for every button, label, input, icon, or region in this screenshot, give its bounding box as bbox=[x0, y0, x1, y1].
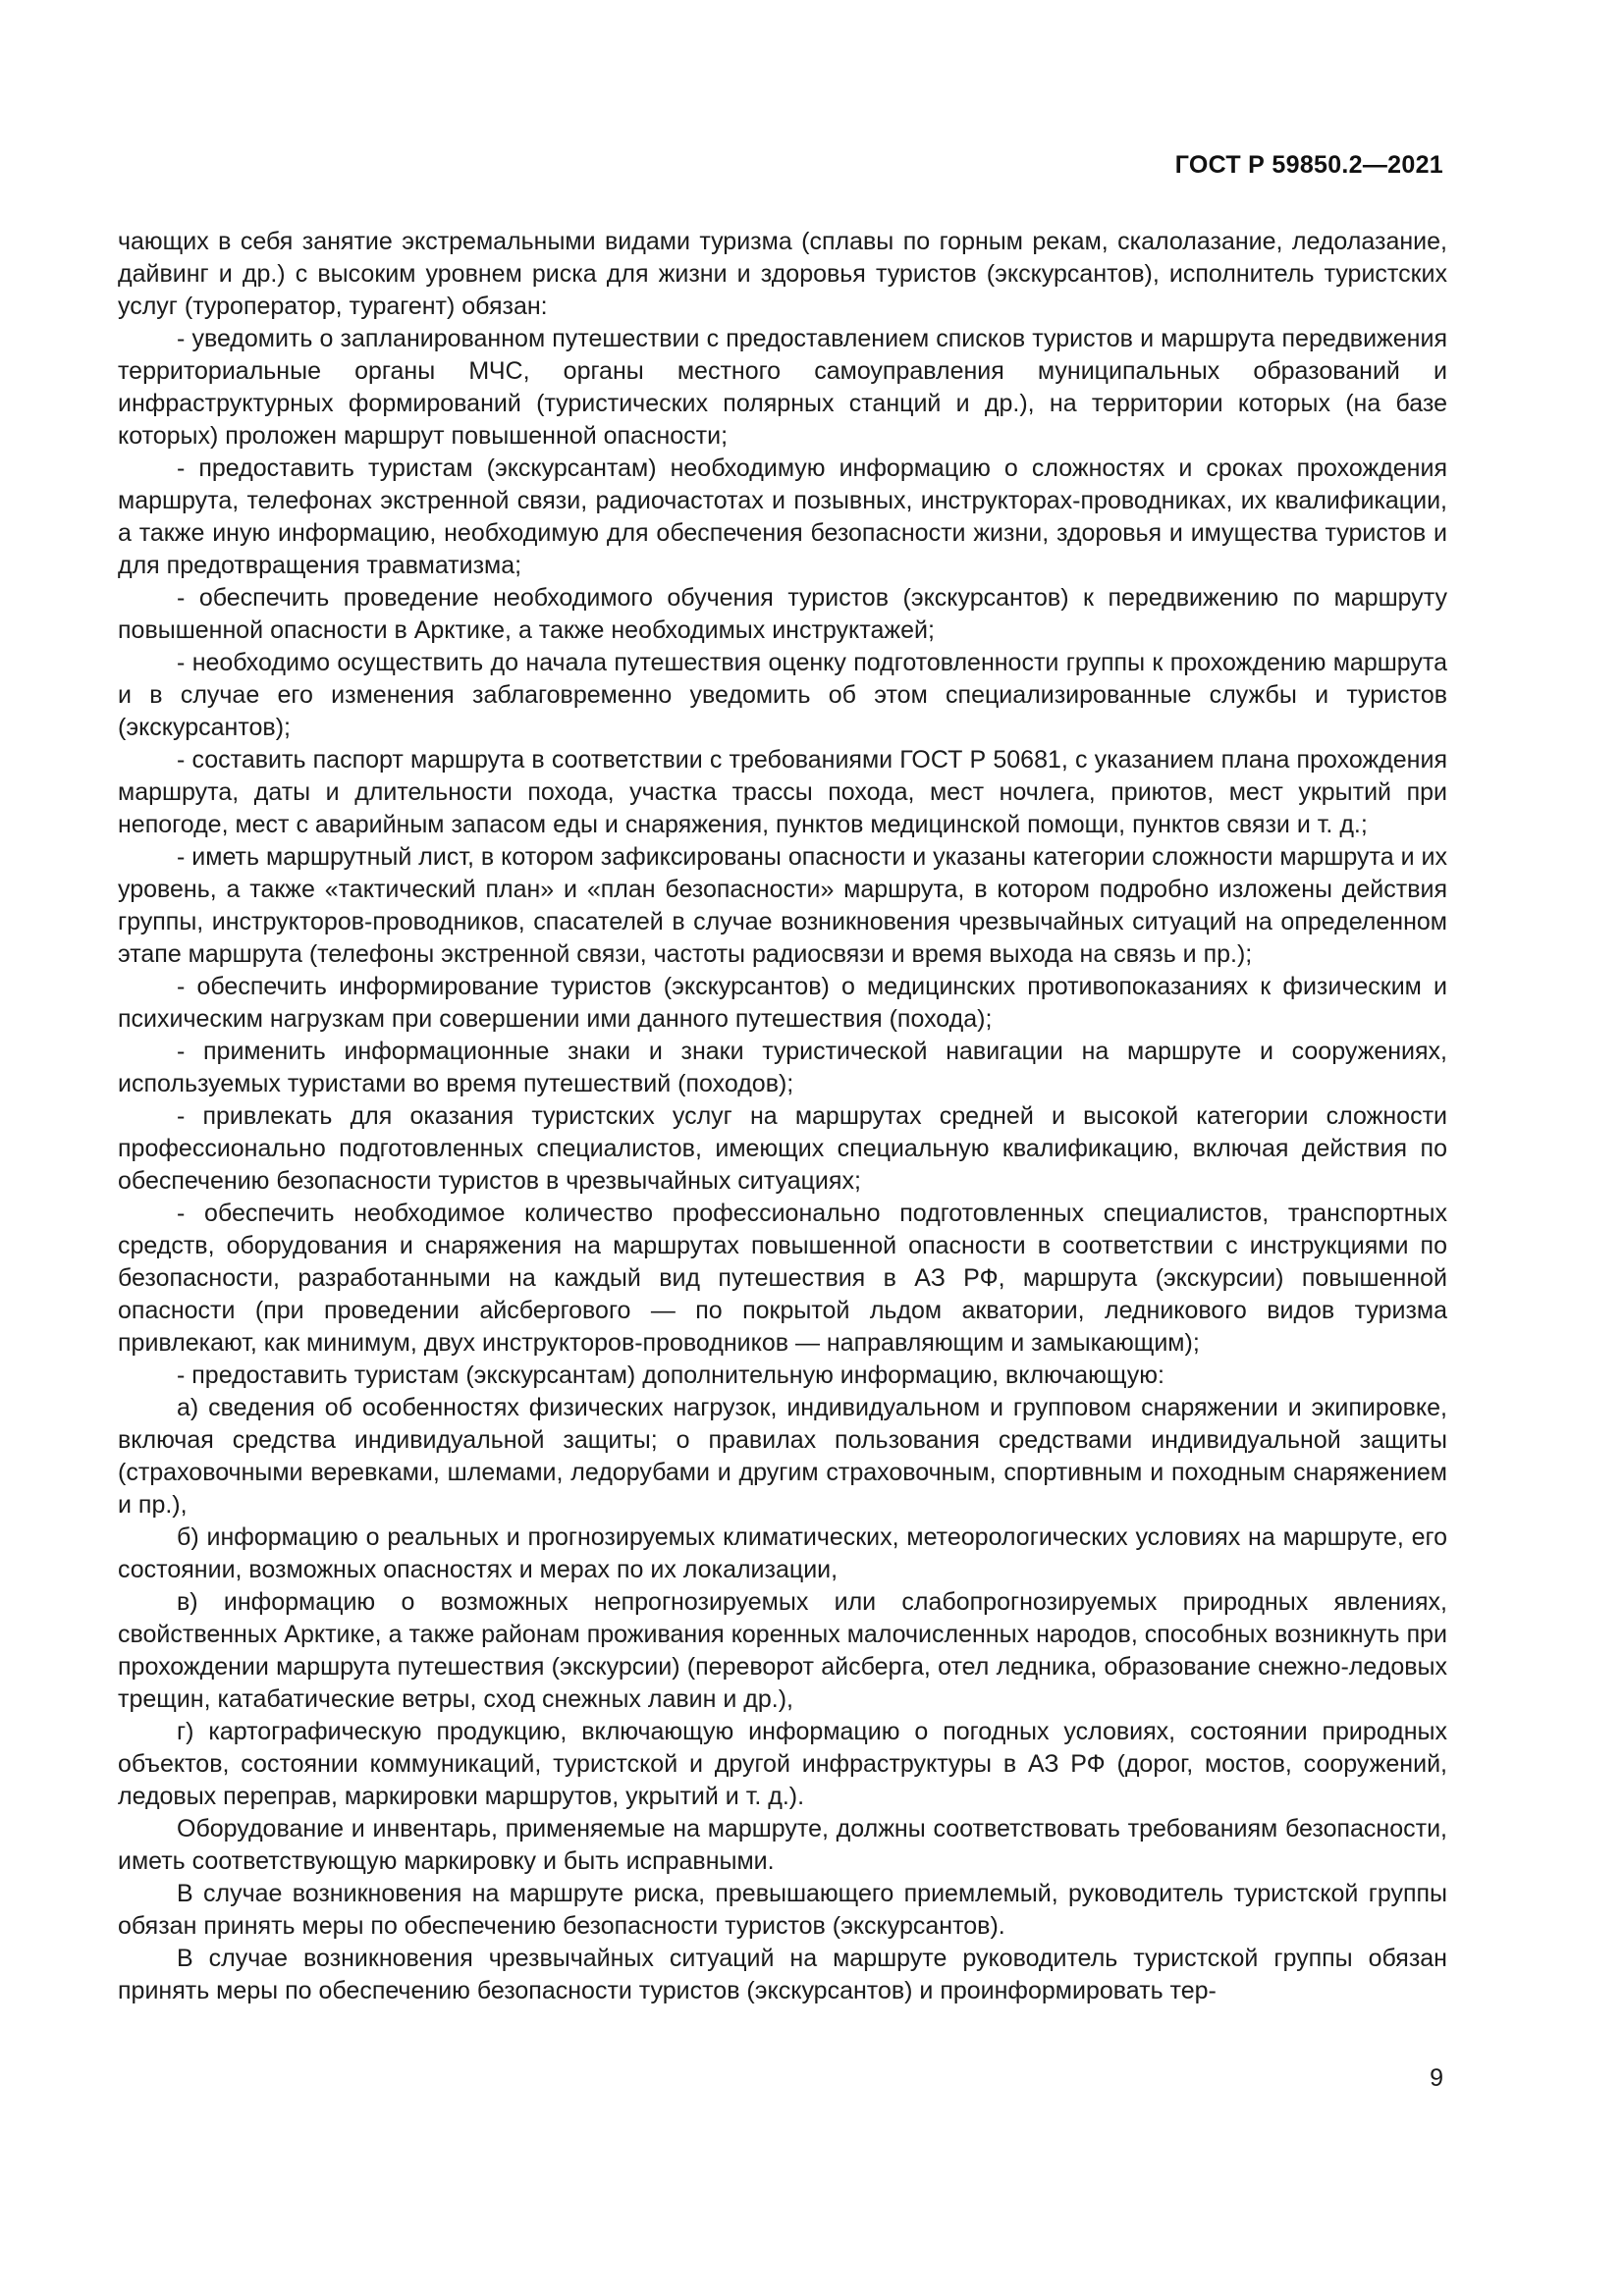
paragraph: - иметь маршрутный лист, в котором зафиксированы опасности и указаны категории сложности маршрута и их уровень, а также «тактический план» и «план безопасности» маршрута, в котором подробно изложены действия группы, инструкторов-проводников, спасателей в случае возникновения чрезвычайных ситуаций на определенном этапе маршрута (телефоны экстренной связи, частоты радиосвязи и время выхода на связь и пр.); bbox=[118, 843, 1447, 968]
paragraph: в) информацию о возможных непрогнозируемых или слабопрогнозируемых природных явлениях, свойственных Арктике, а также районам проживания коренных малочисленных народов, способных возникнуть при прохождении маршрута путешествия (экскурсии) (переворот айсберга, отел ледника, образование снежно-ледовых трещин, катабатические ветры, сход снежных лавин и др.), bbox=[118, 1588, 1447, 1713]
paragraph: - предоставить туристам (экскурсантам) необходимую информацию о сложностях и сроках прохождения маршрута, телефонах экстренной связи, радиочастотах и позывных, инструкторах-проводниках, их квалификации, а также иную информацию, необходимую для обеспечения безопасности жизни, здоровья и имущества туристов и для предотвращения травматизма; bbox=[118, 454, 1447, 579]
paragraph: - предоставить туристам (экскурсантам) дополнительную информацию, включающую: bbox=[177, 1362, 1164, 1389]
paragraph: В случае возникновения чрезвычайных ситуаций на маршруте руководитель туристской группы обязан принять меры по обеспечению безопасности туристов (экскурсантов) и проинформировать тер- bbox=[118, 1945, 1447, 2004]
paragraph: - составить паспорт маршрута в соответствии с требованиями ГОСТ Р 50681, с указанием плана прохождения маршрута, даты и длительности похода, участка трассы похода, мест ночлега, приютов, мест укрытий при непогоде, мест с аварийным запасом еды и снаряжения, пунктов медицинской помощи, пунктов связи и т. д.; bbox=[118, 746, 1447, 838]
document-body bbox=[118, 226, 1447, 2007]
paragraph: а) сведения об особенностях физических нагрузок, индивидуальном и групповом снаряжении и экипировке, включая средства индивидуальной защиты; о правилах пользования средствами индивидуальной защиты (страховочными веревками, шлемами, ледорубами и другим страховочным, спортивным и походным снаряжением и пр.), bbox=[118, 1394, 1447, 1519]
paragraph: чающих в себя занятие экстремальными видами туризма (сплавы по горным рекам, скалолазание, ледолазание, дайвинг и др.) с высоким уровнем риска для жизни и здоровья туристов (экскурсантов), исполнитель туристских услуг (туроператор, турагент) обязан: bbox=[118, 228, 1447, 320]
paragraph: - обеспечить необходимое количество профессионально подготовленных специалистов, транспортных средств, оборудования и снаряжения на маршрутах повышенной опасности в соответствии с инструкциями по безопасности, разработанными на каждый вид путешествия в АЗ РФ, маршрута (экскурсии) повышенной опасности (при проведении айсбергового — по покрытой льдом акватории, ледникового видов туризма привлекают, как минимум, двух инструкторов-проводников — направляющим и замыкающим); bbox=[118, 1200, 1447, 1357]
standard-id-header: ГОСТ Р 59850.2—2021 bbox=[1174, 151, 1443, 179]
paragraph: - необходимо осуществить до начала путешествия оценку подготовленности группы к прохождению маршрута и в случае его изменения заблаговременно уведомить об этом специализированные службы и туристов (экскурсантов); bbox=[118, 649, 1447, 741]
paragraph: - обеспечить информирование туристов (экскурсантов) о медицинских противопоказаниях к физическим и психическим нагрузкам при совершении ими данного путешествия (похода); bbox=[118, 973, 1447, 1033]
paragraph: б) информацию о реальных и прогнозируемых климатических, метеорологических условиях на маршруте, его состоянии, возможных опасностях и мерах по их локализации, bbox=[118, 1523, 1447, 1583]
paragraph: В случае возникновения на маршруте риска, превышающего приемлемый, руководитель туристской группы обязан принять меры по обеспечению безопасности туристов (экскурсантов). bbox=[118, 1880, 1447, 1940]
page-number: 9 bbox=[1430, 2064, 1443, 2092]
paragraph: г) картографическую продукцию, включающую информацию о погодных условиях, состоянии природных объектов, состоянии коммуникаций, туристской и другой инфраструктуры в АЗ РФ (дорог, мостов, сооружений, ледовых переправ, маркировки маршрутов, укрытий и т. д.). bbox=[118, 1718, 1447, 1810]
paragraph: - применить информационные знаки и знаки туристической навигации на маршруте и сооружениях, используемых туристами во время путешествий (походов); bbox=[118, 1038, 1447, 1097]
paragraph: Оборудование и инвентарь, применяемые на маршруте, должны соответствовать требованиям безопасности, иметь соответствующую маркировку и быть исправными. bbox=[118, 1815, 1447, 1875]
paragraph: - уведомить о запланированном путешествии с предоставлением списков туристов и маршрута передвижения территориальные органы МЧС, органы местного самоуправления муниципальных образований и инфраструктурных формирований (туристических полярных станций и др.), на территории которых (на базе которых) проложен маршрут повышенной опасности; bbox=[118, 325, 1447, 450]
paragraph: - обеспечить проведение необходимого обучения туристов (экскурсантов) к передвижению по маршруту повышенной опасности в Арктике, а также необходимых инструктажей; bbox=[118, 584, 1447, 644]
paragraph: - привлекать для оказания туристских услуг на маршрутах средней и высокой категории сложности профессионально подготовленных специалистов, имеющих специальную квалификацию, включая действия по обеспечению безопасности туристов в чрезвычайных ситуациях; bbox=[118, 1102, 1447, 1195]
